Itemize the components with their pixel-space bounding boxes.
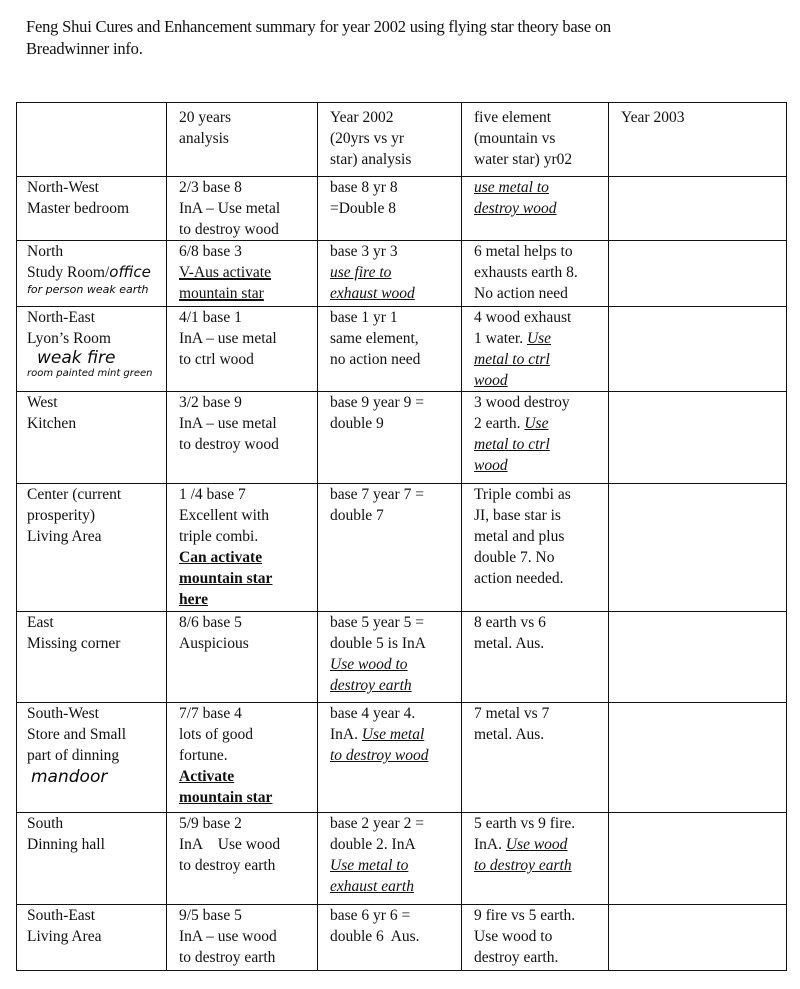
analysis-20-cell: 9/5 base 5 InA – use wood to destroy earth [167, 905, 318, 971]
handwritten-note: mandoor [31, 767, 108, 787]
analysis-20-cell: 8/6 base 5 Auspicious [167, 612, 318, 703]
handwritten-office: office [109, 263, 151, 281]
year-2003-cell [609, 241, 787, 307]
five-element-cell: 5 earth vs 9 fire. InA. Use wood to destroy earth [462, 813, 609, 905]
table-row [17, 813, 787, 905]
location-cell: South-West Store and Small part of dinning mandoor [17, 703, 167, 813]
analysis-20-cell: 3/2 base 9 InA – use metal to destroy wood [167, 392, 318, 484]
table-row [17, 484, 787, 612]
table-row [17, 177, 787, 241]
title-line-1: Feng Shui Cures and Enhancement summary for year 2002 using flying star theory base on [26, 17, 611, 36]
five-element-cell: 6 metal helps to exhausts earth 8. No action need [462, 241, 609, 307]
table-row [17, 307, 787, 392]
year-2002-cell: base 9 year 9 = double 9 [318, 392, 462, 484]
location-cell: Center (current prosperity) Living Area [17, 484, 167, 612]
five-element-cell: 3 wood destroy 2 earth. Use metal to ctrl wood [462, 392, 609, 484]
analysis-20-cell: 1 /4 base 7 Excellent with triple combi. Can activate mountain star here [167, 484, 318, 612]
five-element-cell: 9 fire vs 5 earth. Use wood to destroy earth. [462, 905, 609, 971]
header-year-2003: Year 2003 [609, 103, 787, 177]
five-element-cell: 7 metal vs 7 metal. Aus. [462, 703, 609, 813]
year-2003-cell [609, 484, 787, 612]
year-2002-cell: base 5 year 5 = double 5 is InA Use wood to destroy earth [318, 612, 462, 703]
header-location [17, 103, 167, 177]
table-row [17, 703, 787, 813]
year-2002-cell: base 8 yr 8 =Double 8 [318, 177, 462, 241]
table-row [17, 905, 787, 971]
document-title [26, 16, 766, 60]
analysis-20-cell: 6/8 base 3 V-Aus activate mountain star [167, 241, 318, 307]
five-element-cell: use metal to destroy wood [462, 177, 609, 241]
year-2002-cell: base 4 year 4. InA. Use metal to destroy wood [318, 703, 462, 813]
year-2003-cell [609, 905, 787, 971]
location-cell: West Kitchen [17, 392, 167, 484]
five-element-cell: Triple combi as JI, base star is metal and plus double 7. No action needed. [462, 484, 609, 612]
location-cell: South Dinning hall [17, 813, 167, 905]
location-cell: North-East Lyon’s Room weak fire room painted mint green [17, 307, 167, 392]
year-2002-cell: base 6 yr 6 = double 6 Aus. [318, 905, 462, 971]
header-year-2002: Year 2002 (20yrs vs yr star) analysis [318, 103, 462, 177]
analysis-20-cell: 7/7 base 4 lots of good fortune. Activate mountain star [167, 703, 318, 813]
year-2003-cell [609, 703, 787, 813]
handwritten-note: for person weak earth [27, 283, 149, 296]
analysis-20-cell: 5/9 base 2 InA Use wood to destroy earth [167, 813, 318, 905]
year-2002-cell: base 3 yr 3 use fire to exhaust wood [318, 241, 462, 307]
title-line-2: Breadwinner info. [26, 39, 143, 58]
header-row [17, 103, 787, 177]
five-element-cell: 4 wood exhaust 1 water. Use metal to ctrl wood [462, 307, 609, 392]
handwritten-note: weak fire [37, 348, 116, 368]
year-2003-cell [609, 612, 787, 703]
location-cell: North-West Master bedroom [17, 177, 167, 241]
five-element-cell: 8 earth vs 6 metal. Aus. [462, 612, 609, 703]
analysis-20-cell: 2/3 base 8 InA – Use metal to destroy wood [167, 177, 318, 241]
handwritten-note: room painted mint green [27, 368, 153, 379]
year-2002-cell: base 2 year 2 = double 2. InA Use metal to exhaust earth [318, 813, 462, 905]
location-cell: East Missing corner [17, 612, 167, 703]
header-20-years: 20 years analysis [167, 103, 318, 177]
header-five-element: five element (mountain vs water star) yr02 [462, 103, 609, 177]
location-cell: North Study Room/office for person weak earth [17, 241, 167, 307]
table-row [17, 241, 787, 307]
year-2002-cell: base 7 year 7 = double 7 [318, 484, 462, 612]
year-2003-cell [609, 177, 787, 241]
table-row [17, 612, 787, 703]
year-2003-cell [609, 392, 787, 484]
location-cell: South-East Living Area [17, 905, 167, 971]
year-2003-cell [609, 307, 787, 392]
feng-shui-summary-table [16, 102, 787, 971]
year-2003-cell [609, 813, 787, 905]
analysis-20-cell: 4/1 base 1 InA – use metal to ctrl wood [167, 307, 318, 392]
table-row [17, 392, 787, 484]
year-2002-cell: base 1 yr 1 same element, no action need [318, 307, 462, 392]
